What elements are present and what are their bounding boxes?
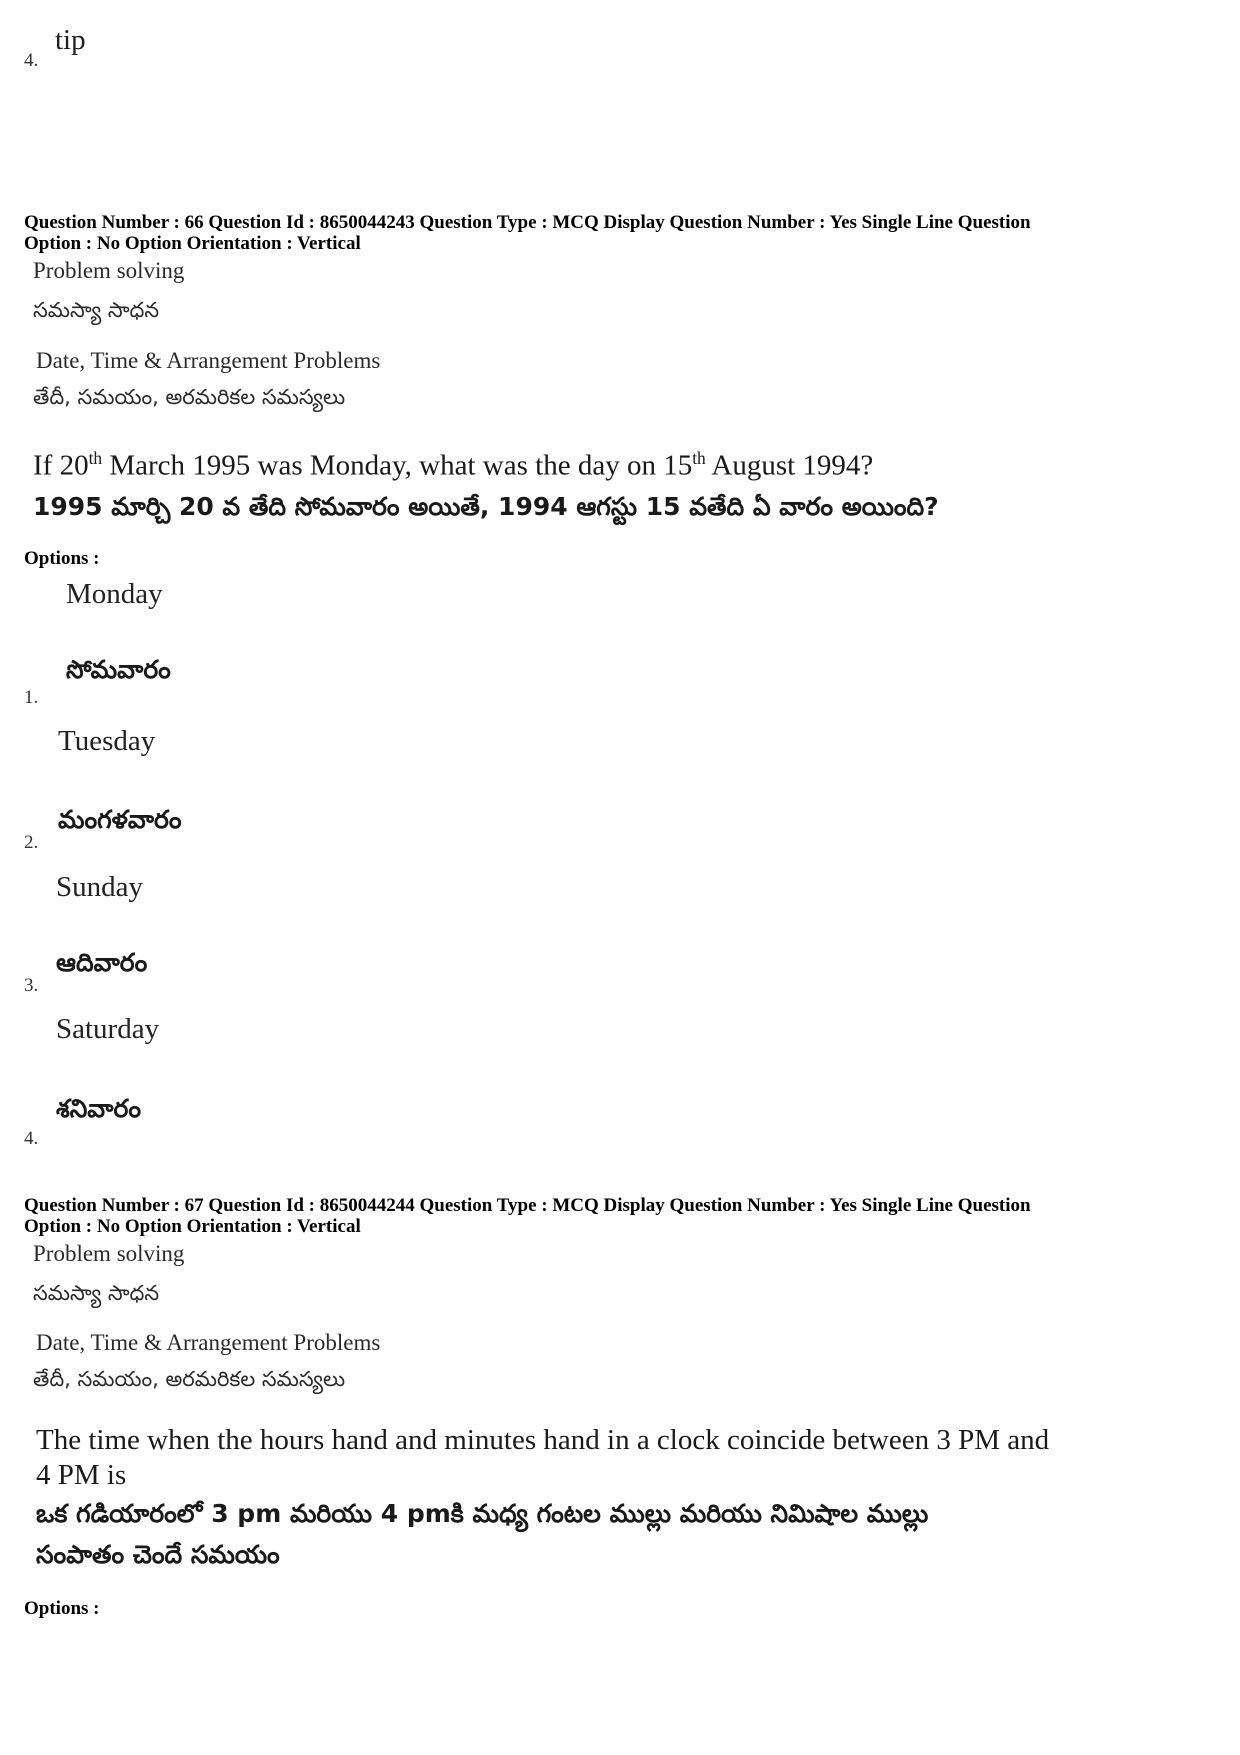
question-meta-line1: Question Number : 67 Question Id : 8650044244 Question Type : MCQ Display Question Number : Yes Single Line Question: [24, 1195, 1031, 1216]
question-text-en-line1: The time when the hours hand and minutes hand in a clock coincide between 3 PM and: [36, 1424, 1050, 1456]
ordinal-suffix: th: [88, 448, 103, 468]
option-number: 1.: [24, 687, 39, 708]
question-meta-line2: Option : No Option Orientation : Vertical: [24, 233, 361, 254]
option-text-en: Tuesday: [58, 725, 156, 757]
subcategory-te: తేదీ, సమయం, అరమరికల సమస్యలు: [33, 385, 346, 409]
category-te: సమస్యా సాధన: [33, 298, 160, 322]
prev-option-text: tip: [55, 24, 86, 56]
option-text-te: సోమవారం: [66, 655, 171, 684]
question-text-te-line1: ఒక గడియారంలో 3 pm మరియు 4 pmకి మధ్య గంటల ముల్లు మరియు నిమిషాల ముల్లు: [36, 1499, 929, 1528]
prev-option-number: 4.: [24, 50, 39, 71]
option-text-en: Sunday: [56, 871, 143, 903]
question-text-part: August 1994?: [705, 449, 874, 482]
category-en: Problem solving: [33, 258, 185, 283]
question-text-en-line2: 4 PM is: [36, 1459, 127, 1491]
question-text-te: 1995 మార్చి 20 వ తేది సోమవారం అయితే, 1994 ఆగస్టు 15 వతేది ఏ వారం అయింది?: [33, 492, 939, 521]
options-label: Options :: [24, 548, 100, 569]
option-text-te: మంగళవారం: [58, 805, 182, 834]
subcategory-te: తేదీ, సమయం, అరమరికల సమస్యలు: [33, 1367, 346, 1391]
ordinal-suffix: th: [692, 448, 706, 468]
option-number: 2.: [24, 832, 39, 853]
option-number: 3.: [24, 975, 39, 996]
subcategory-en: Date, Time & Arrangement Problems: [36, 348, 381, 373]
category-te: సమస్యా సాధన: [33, 1281, 160, 1305]
subcategory-en: Date, Time & Arrangement Problems: [36, 1330, 381, 1355]
question-text-en: [33, 448, 873, 483]
option-text-te: శనివారం: [56, 1094, 142, 1123]
question-meta-line2: Option : No Option Orientation : Vertical: [24, 1216, 361, 1237]
question-text-te-line2: సంపాతం చెందే సమయం: [36, 1540, 280, 1569]
question-text-part: March 1995 was Monday, what was the day on 15: [102, 449, 693, 482]
option-text-te: ఆదివారం: [56, 948, 148, 977]
option-number: 4.: [24, 1128, 39, 1149]
category-en: Problem solving: [33, 1241, 185, 1266]
options-label: Options :: [24, 1598, 100, 1619]
option-text-en: Saturday: [56, 1013, 160, 1045]
option-text-en: Monday: [66, 578, 163, 610]
question-text-part: If 20: [33, 449, 89, 482]
question-meta-line1: Question Number : 66 Question Id : 8650044243 Question Type : MCQ Display Question Number : Yes Single Line Question: [24, 212, 1031, 233]
